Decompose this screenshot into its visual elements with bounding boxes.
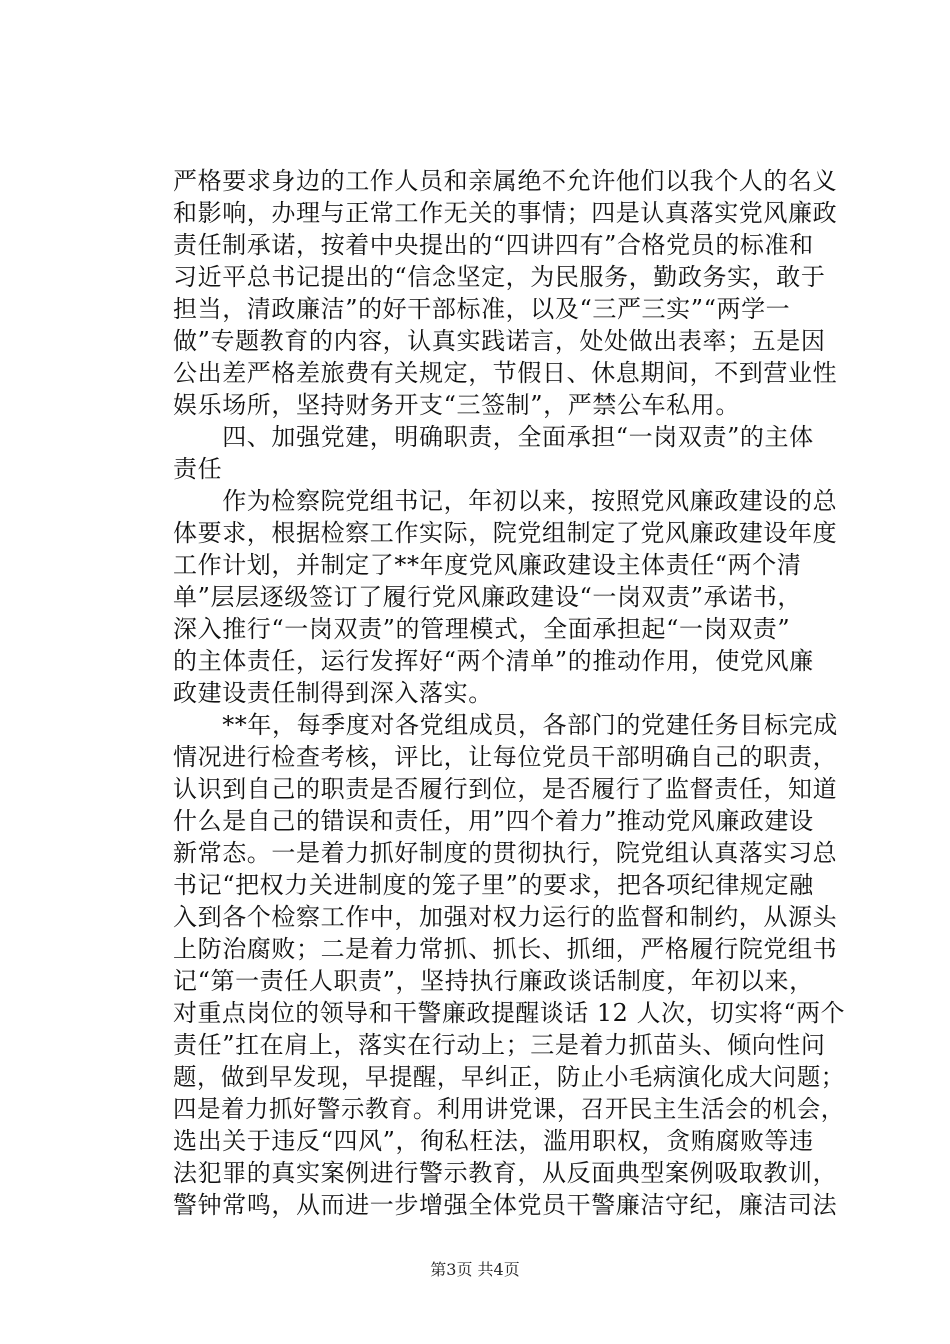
- text-line: 记“第一责任人职责”，坚持执行廉政谈话制度，年初以来，: [173, 967, 814, 995]
- text-line: 严格要求身边的工作人员和亲属绝不允许他们以我个人的名义: [173, 167, 838, 195]
- text-line: 责任制承诺，按着中央提出的“四讲四有”合格党员的标准和: [173, 231, 814, 259]
- page-footer: 第3页 共4页: [430, 1260, 520, 1279]
- text-line: 入到各个检察工作中，加强对权力运行的监督和制约，从源头: [173, 903, 838, 931]
- text-line: 公出差严格差旅费有关规定，节假日、休息期间，不到营业性: [173, 359, 838, 387]
- text-line: 题，做到早发现，早提醒，早纠正，防止小毛病演化成大问题；: [173, 1063, 845, 1091]
- text-line: 责任: [173, 455, 223, 483]
- text-line: 四、加强党建，明确职责，全面承担“一岗双责”的主体: [173, 423, 814, 451]
- text-line: 上防治腐败；二是着力常抓、抓长、抓细，严格履行院党组书: [173, 935, 838, 963]
- text-line: 娱乐场所，坚持财务开支“三签制”，严禁公车私用。: [173, 391, 740, 419]
- text-line: 担当，清政廉洁”的好干部标准，以及“三严三实”“两学一: [173, 295, 791, 323]
- text-line: 认识到自己的职责是否履行到位，是否履行了监督责任，知道: [173, 775, 838, 803]
- body-text: [173, 165, 845, 1221]
- text-line: 深入推行“一岗双责”的管理模式，全面承担起“一岗双责”: [173, 615, 791, 643]
- text-line: 新常态。一是着力抓好制度的贯彻执行，院党组认真落实习总: [173, 839, 838, 867]
- text-line: 什么是自己的错误和责任，用”四个着力”推动党风廉政建设: [173, 807, 814, 835]
- text-line: 情况进行检查考核，评比，让每位党员干部明确自己的职责，: [173, 743, 838, 771]
- text-line: 单”层层逐级签订了履行党风廉政建设“一岗双责”承诺书，: [173, 583, 803, 611]
- text-line: 法犯罪的真实案例进行警示教育，从反面典型案例吸取教训，: [173, 1159, 838, 1187]
- text-line: **年，每季度对各党组成员，各部门的党建任务目标完成: [173, 711, 838, 739]
- text-line: 选出关于违反“四风”，徇私枉法，滥用职权，贪贿腐败等违: [173, 1127, 814, 1155]
- text-line: 责任”扛在肩上，落实在行动上；三是着力抓苗头、倾向性问: [173, 1031, 826, 1059]
- text-line: 警钟常鸣，从而进一步增强全体党员干警廉洁守纪，廉洁司法: [173, 1191, 838, 1219]
- text-line: 和影响，办理与正常工作无关的事情；四是认真落实党风廉政: [173, 199, 838, 227]
- text-line: 作为检察院党组书记，年初以来，按照党风廉政建设的总: [173, 487, 838, 515]
- text-line: 体要求，根据检察工作实际，院党组制定了党风廉政建设年度: [173, 519, 838, 547]
- text-line: 政建设责任制得到深入落实。: [173, 679, 493, 707]
- text-line: 对重点岗位的领导和干警廉政提醒谈话 12 人次，切实将“两个: [173, 999, 846, 1027]
- text-line: 书记“把权力关进制度的笼子里”的要求，把各项纪律规定融: [173, 871, 814, 899]
- text-line: 的主体责任，运行发挥好“两个清单”的推动作用，使党风廉: [173, 647, 814, 675]
- text-line: 做”专题教育的内容，认真实践诺言，处处做出表率；五是因: [173, 327, 826, 355]
- text-line: 四是着力抓好警示教育。利用讲党课，召开民主生活会的机会，: [173, 1095, 845, 1123]
- text-line: 习近平总书记提出的“信念坚定，为民服务，勤政务实，敢于: [173, 263, 826, 291]
- text-line: 工作计划，并制定了**年度党风廉政建设主体责任“两个清: [173, 551, 802, 579]
